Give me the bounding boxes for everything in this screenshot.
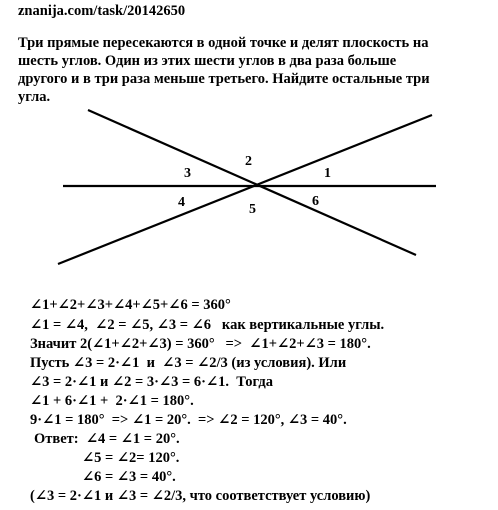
angle-label-5: 5 [249, 202, 256, 217]
solution-line: 9·∠1 = 180° => ∠1 = 20°. => ∠2 = 120°, ∠3 = 40°. [30, 412, 347, 428]
solution-line: ∠1 + 6·∠1 + 2·∠1 = 180°. [30, 393, 194, 409]
line-ascending [58, 115, 432, 264]
answer-line: ∠6 = ∠3 = 40°. [82, 469, 176, 485]
problem-line: другого и в три раза меньше третьего. Найдите остальные три [18, 71, 430, 87]
solution-line: ∠3 = 2·∠1 и ∠2 = 3·∠3 = 6·∠1. Тогда [30, 374, 273, 390]
problem-line: Три прямые пересекаются в одной точке и делят плоскость на [18, 35, 429, 51]
angle-label-1: 1 [324, 166, 331, 181]
source-url: znanija.com/task/20142650 [18, 3, 186, 19]
check-note: (∠3 = 2·∠1 и ∠3 = ∠2/3, что соответствует условию) [30, 488, 371, 504]
problem-line: угла. [18, 89, 51, 105]
solution-line: ∠1 = ∠4, ∠2 = ∠5, ∠3 = ∠6 как вертикальные углы. [30, 317, 385, 333]
solution-line: Пусть ∠3 = 2·∠1 и ∠3 = ∠2/3 (из условия). Или [30, 355, 347, 371]
angle-label-3: 3 [184, 166, 191, 181]
angle-label-6: 6 [312, 194, 319, 209]
solution-line: ∠1+∠2+∠3+∠4+∠5+∠6 = 360° [30, 297, 231, 313]
angle-label-2: 2 [245, 154, 252, 169]
answer-line: ∠5 = ∠2= 120°. [82, 450, 180, 466]
answer-line: Ответ: ∠4 = ∠1 = 20°. [34, 431, 180, 447]
problem-line: шесть углов. Один из этих шести углов в два раза больше [18, 53, 397, 69]
angle-label-4: 4 [178, 195, 185, 210]
solution-line: Значит 2(∠1+∠2+∠3) = 360° => ∠1+∠2+∠3 = 180°. [30, 336, 371, 352]
